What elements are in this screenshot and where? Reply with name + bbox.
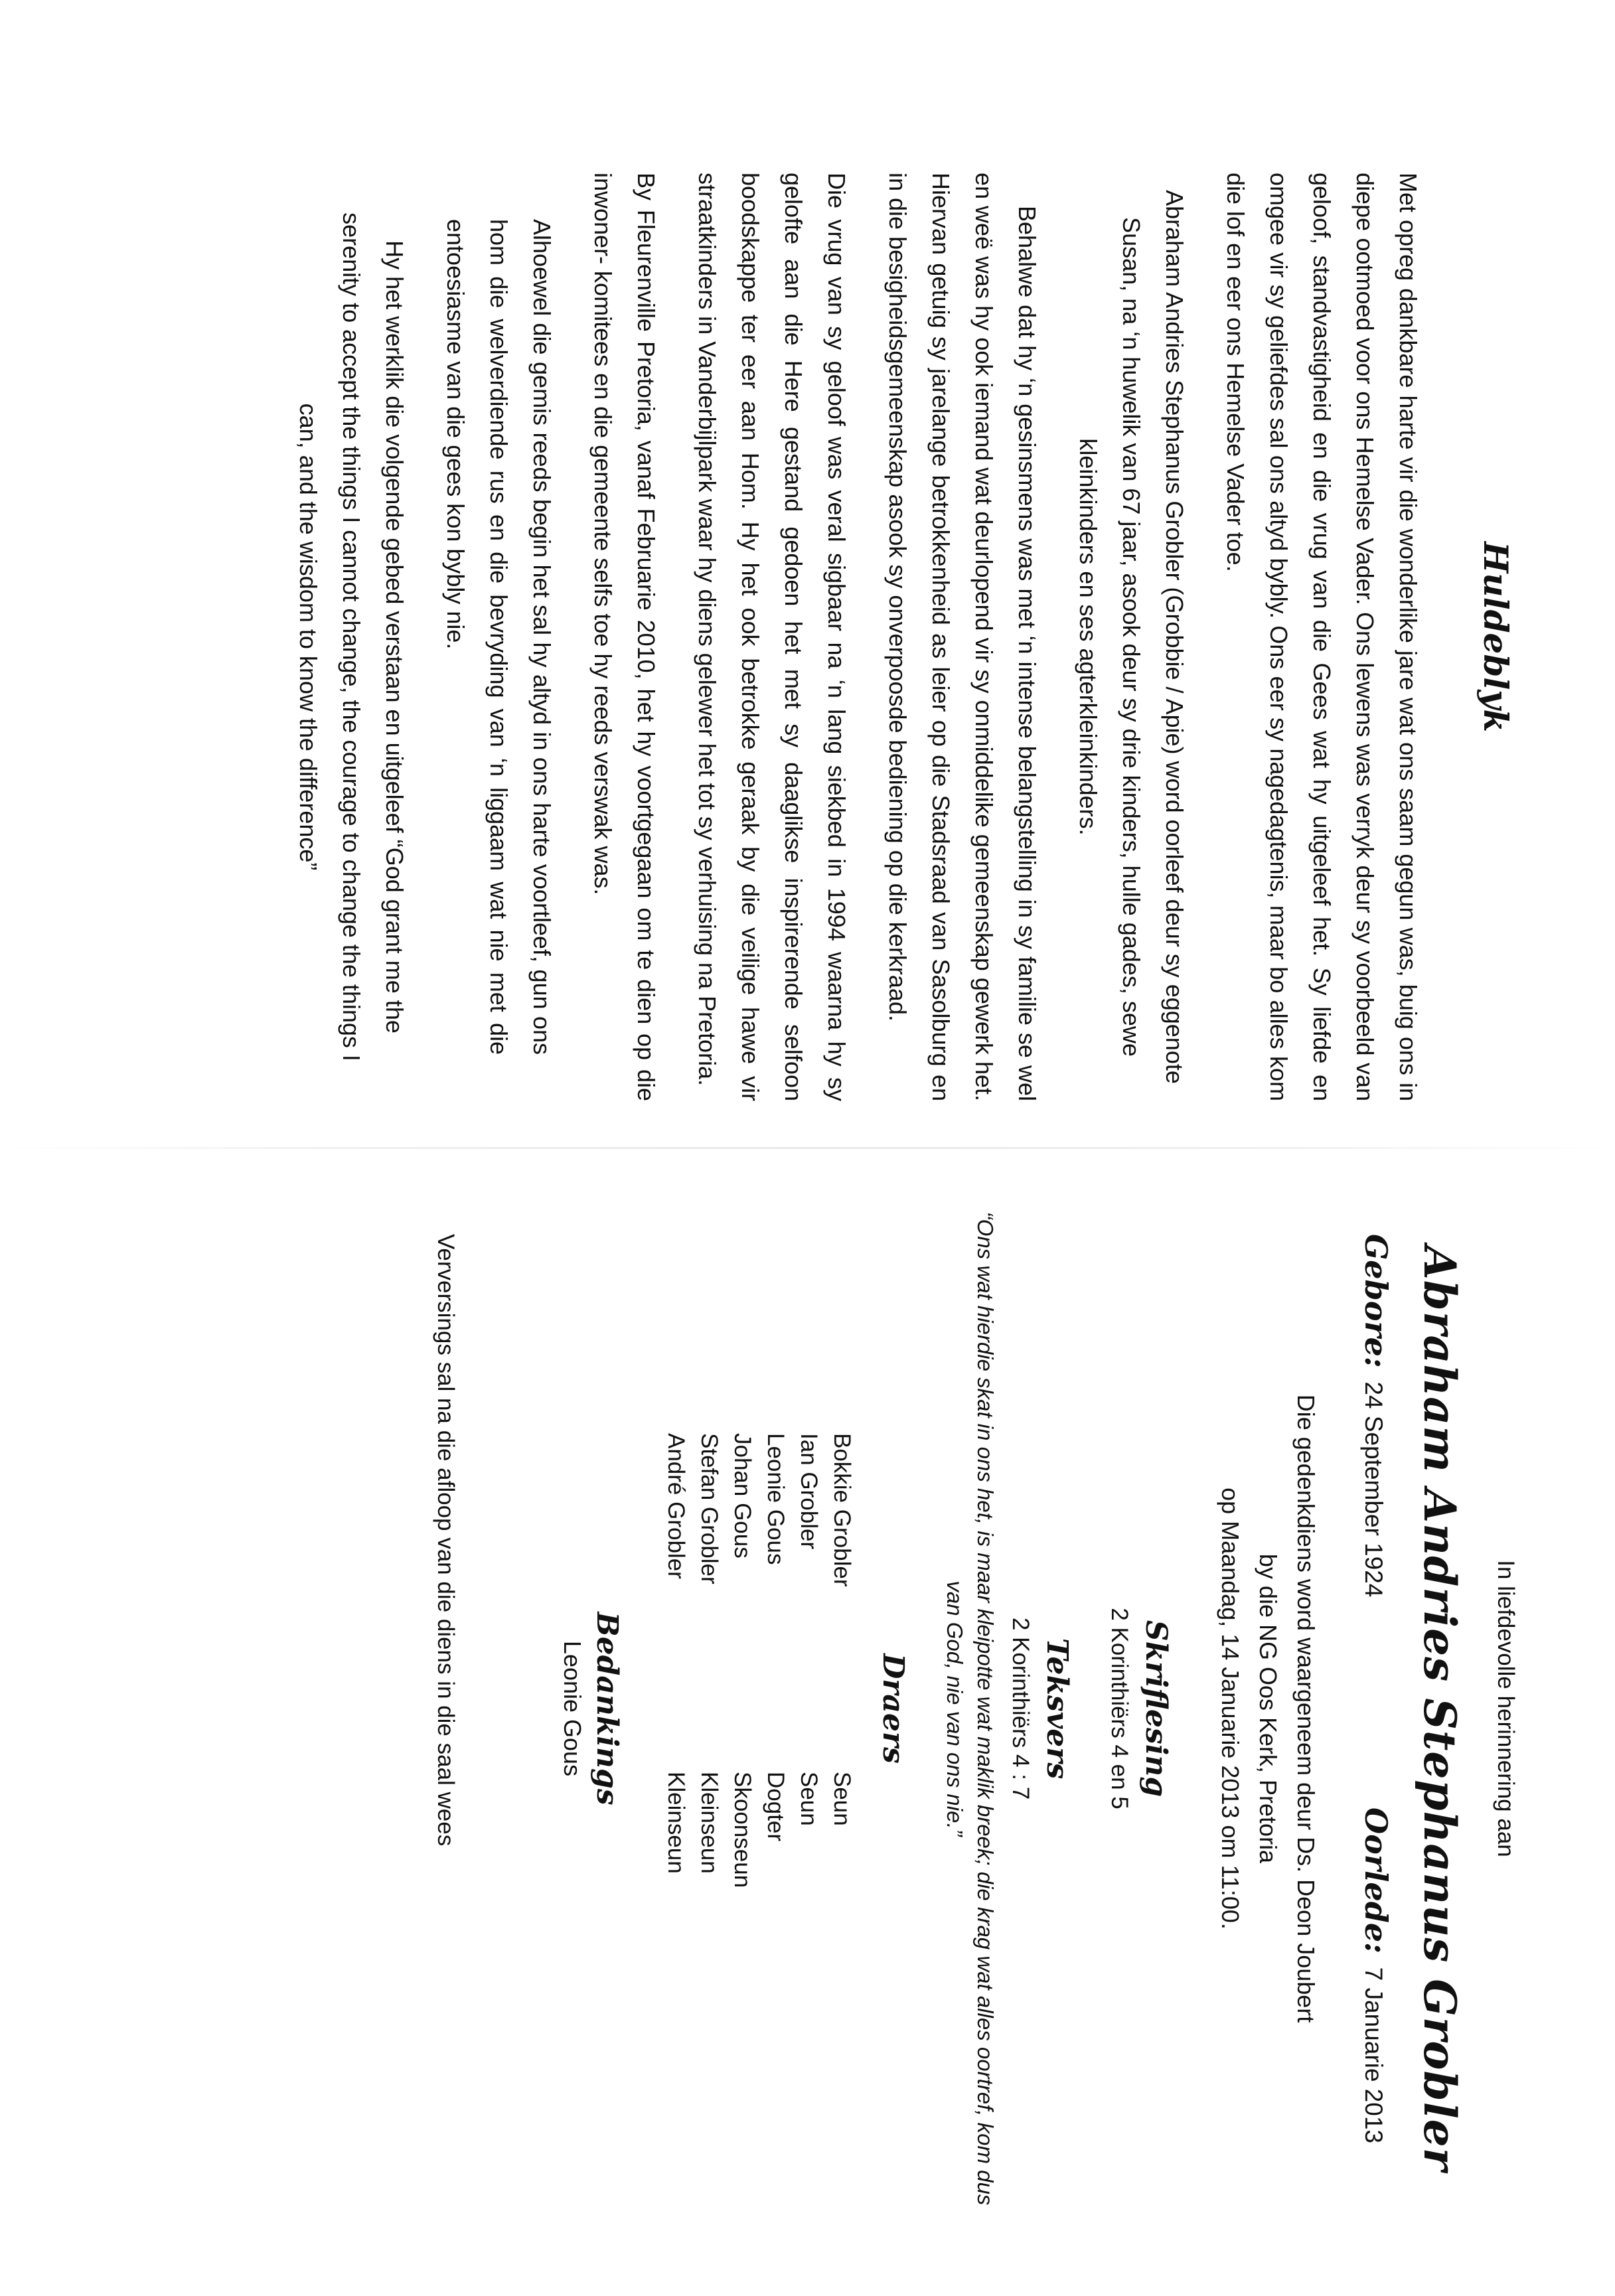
tribute-paragraph: Hy het werklik die volgende gebed verstaan en uitgeleef “God grant me the serenity to accept the things I cannot change, the courage to change the things I can, and the wisdom to know the difference” — [295, 212, 408, 1061]
tribute-paragraph: Die vrug van sy geloof was veral sigbaar na ‘n lang siekbed in 1994 waarna hy sy gelofte aan die Here gestand gedoen het met sy daaglikse inspirerende selfoon boodskappe ter eer aan Hom. Hy het ook betrokke geraak by die veilige hawe vir straatkinders in Vanderbijlpark waar hy diens gelewer het tot sy verhuising na Pretoria. — [694, 173, 850, 1101]
service-panel — [0, 1148, 1615, 2296]
memorial-line: op Maandag, 14 Januarie 2013 om 11:00. — [1217, 1488, 1244, 1930]
bearer-name: Ian Grobler — [796, 1433, 822, 1550]
thanks-heading: Bedankings — [590, 1612, 624, 1805]
deceased-name: Abraham Andries Stephanus Grobler — [1414, 1245, 1466, 2172]
text-verse-heading: Teksvers — [1040, 1638, 1074, 1780]
memorial-line: by die NG Oos Kerk, Pretoria — [1255, 1553, 1282, 1864]
table-row — [722, 1433, 755, 1888]
tribute-paragraph: Met opreg dankbare harte vir die wonderlike jare wat ons saam gegun was, buig ons in diepe ootmoed voor ons Hemelse Vader. Ons lewens was verryk deur sy voorbeeld van geloof, standvastigheid en die vrug van die Gees wat hy uitgeleef het. Sy liefde en omgee vir sy geliefdes sal ons altyd bybly. Ons eer sy nagedagtenis, maar bo alles kom die lof en eer ons Hemelse Vader toe. — [1222, 173, 1422, 1101]
bearer-name: Bokkie Grobler — [829, 1433, 855, 1587]
bearer-relation: Seun — [796, 1772, 822, 1826]
bearer-relation: Kleinseun — [663, 1772, 689, 1874]
born-group — [1358, 1234, 1394, 1597]
dates-row — [1358, 1234, 1394, 2143]
bearer-name: Stefan Grobler — [696, 1433, 722, 1584]
tribute-paragraph: By Fleurenville Pretoria, vanaf Februarie 2010, het hy voortgegaan om te dien op die inwoner- komitees en die gemeente selfs toe hy reeds verswak was. — [589, 173, 660, 1101]
scripture-heading: Skriflesing — [1139, 1620, 1173, 1798]
died-group — [1358, 1807, 1394, 2143]
table-row — [689, 1433, 722, 1888]
tribute-paragraph: Behalwe dat hy ‘n gesinsmens was met ‘n intense belangstelling in sy familie se wel en weë was hy ook iemand wat deurlopend vir sy onmiddelike gemeenskap gewerk het. Hiervan getuig sy jarelange betrokkenheid as leier op die Stadsraad van Sasolburg en in die besigheidsgemeenskap asook sy onverpoosde bediening op die kerkraad. — [884, 173, 1041, 1101]
died-date: 7 Januarie 2013 — [1360, 1967, 1387, 2143]
born-label: Gebore: — [1358, 1234, 1394, 1368]
died-label: Oorlede: — [1358, 1807, 1394, 1954]
bearers-heading: Draers — [876, 1653, 910, 1764]
tribute-heading: Huldeblyk — [1476, 541, 1515, 732]
text-verse-reference: 2 Korinthiërs 4 : 7 — [1008, 1617, 1034, 1800]
table-row — [755, 1433, 789, 1888]
born-date: 24 September 1924 — [1360, 1381, 1387, 1598]
bearer-name: Johan Gous — [730, 1433, 755, 1559]
bearer-relation: Skoonseun — [730, 1772, 755, 1888]
bearer-name: André Grobler — [663, 1433, 689, 1579]
bearer-name: Leonie Gous — [763, 1433, 789, 1565]
scripture-reading: 2 Korinthiërs 4 en 5 — [1107, 1608, 1132, 1809]
bearer-relation: Dogter — [763, 1772, 789, 1842]
tribute-paragraph: Alhoewel die gemis reeds begin het sal hy altyd in ons harte voortleef, gun ons hom die welverdiende rus en die bevryding van ‘n liggaam wat nie met die entoesiasme van die gees kon bybly nie. — [442, 219, 556, 1055]
table-row — [656, 1433, 689, 1888]
bearer-relation: Seun — [829, 1772, 855, 1826]
tribute-paragraph: Abraham Andries Stephanus Grobler (Grobbie / Apie) word oorleef deur sy eggenote Susan, na ‘n huwelik van 67 jaar, asook deur sy drie kinders, hulle gades, sewe kleinkinders en ses agterkleinkinders. — [1075, 190, 1188, 1084]
table-row — [822, 1433, 855, 1888]
refreshments-note: Verversings sal na die afloop van die diens in die saal wees — [433, 1234, 459, 1847]
text-verse-quote: “Ons wat hierdie skat in ons het, is maar kleipotte wat maklik breek; die krag wat alles oortref, kom dus van God, nie van ons nie.” — [943, 1211, 998, 2206]
intro-line: In liefdevolle herinnering aan — [1493, 1560, 1519, 1857]
memorial-line: Die gedenkdiens word waargeneem deur Ds. Deon Joubert — [1292, 1394, 1320, 2023]
thanks-name: Leonie Gous — [559, 1640, 586, 1777]
memorial-service-details — [1211, 1234, 1325, 2183]
bearer-relation: Kleinseun — [696, 1772, 722, 1874]
table-row — [789, 1433, 822, 1888]
bearers-table — [656, 1433, 855, 1888]
